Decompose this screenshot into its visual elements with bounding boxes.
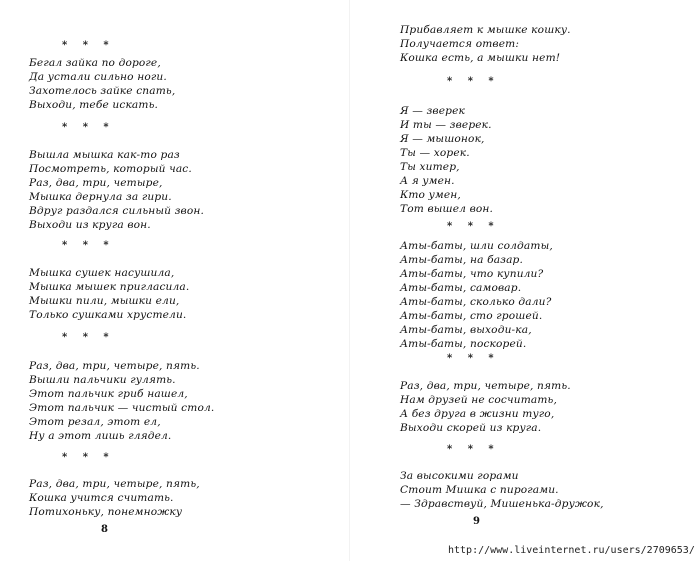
poem-line: — Здравствуй, Мишенька-дружок,: [400, 498, 604, 510]
poem-line: Только сушками хрустели.: [29, 309, 187, 321]
poem-line: Посмотреть, который час.: [29, 163, 192, 175]
poem-line: Ну а этот лишь глядел.: [29, 430, 172, 442]
poem-line: Я — зверек: [400, 105, 465, 117]
poem-line: Бегал зайка по дороге,: [29, 57, 161, 69]
separator: * * *: [62, 332, 109, 343]
poem-line: Вдруг раздался сильный звон.: [29, 205, 205, 217]
poem-line: И ты — зверек.: [400, 119, 492, 131]
poem-line: Я — мышонок,: [400, 133, 485, 145]
poem-line: Да устали сильно ноги.: [29, 71, 167, 83]
poem-line: Тот вышел вон.: [400, 203, 494, 215]
poem-line: Стоит Мишка с пирогами.: [400, 484, 559, 496]
poem-line: Этот пальчик — чистый стол.: [29, 402, 215, 414]
poem-line: За высокими горами: [400, 470, 519, 482]
poem-line: Раз, два, три, четыре, пять.: [400, 380, 571, 392]
poem-line: Мышки пили, мышки ели,: [29, 295, 180, 307]
poem-line: Аты-баты, выходи-ка,: [400, 324, 532, 336]
poem-line: Ты хитер,: [400, 161, 460, 173]
poem-line: Прибавляет к мышке кошку.: [400, 24, 571, 36]
poem-line: Вышла мышка как-то раз: [29, 149, 180, 161]
poem-line: Кошка учится считать.: [29, 492, 174, 504]
separator: * * *: [447, 353, 494, 364]
poem-line: Аты-баты, сто грошей.: [400, 310, 543, 322]
poem-line: Раз, два, три, четыре, пять.: [29, 360, 200, 372]
page-number: 8: [101, 524, 108, 535]
poem-line: Мышка мышек пригласила.: [29, 281, 190, 293]
poem-line: Аты-баты, на базар.: [400, 254, 524, 266]
watermark-url: http://www.liveinternet.ru/users/2709653/: [448, 545, 695, 556]
poem-line: Вышли пальчики гулять.: [29, 374, 176, 386]
poem-line: Ты — хорек.: [400, 147, 470, 159]
separator: * * *: [447, 76, 494, 87]
poem-line: Аты-баты, сколько дали?: [400, 296, 552, 308]
separator: * * *: [447, 444, 494, 455]
poem-line: А без друга в жизни туго,: [400, 408, 555, 420]
poem-line: А я умен.: [400, 175, 455, 187]
poem-line: Мышка сушек насушила,: [29, 267, 175, 279]
poem-line: Получается ответ:: [400, 38, 520, 50]
poem-line: Этот резал, этот ел,: [29, 416, 161, 428]
poem-line: Аты-баты, самовар.: [400, 282, 522, 294]
poem-line: Кто умен,: [400, 189, 461, 201]
right-page: [349, 0, 699, 561]
poem-line: Этот пальчик гриб нашел,: [29, 388, 188, 400]
page-number: 9: [473, 516, 480, 527]
poem-line: Аты-баты, поскорей.: [400, 338, 527, 350]
left-page: [0, 0, 349, 561]
poem-line: Аты-баты, что купили?: [400, 268, 544, 280]
poem-line: Раз, два, три, четыре,: [29, 177, 163, 189]
poem-line: Раз, два, три, четыре, пять,: [29, 478, 200, 490]
poem-line: Нам друзей не сосчитать,: [400, 394, 557, 406]
poem-line: Аты-баты, шли солдаты,: [400, 240, 553, 252]
separator: * * *: [62, 40, 109, 51]
poem-line: Выходи скорей из круга.: [400, 422, 542, 434]
poem-line: Выходи из круга вон.: [29, 219, 151, 231]
poem-line: Кошка есть, а мышки нет!: [400, 52, 561, 64]
separator: * * *: [62, 240, 109, 251]
poem-line: Захотелось зайке спать,: [29, 85, 176, 97]
poem-line: Выходи, тебе искать.: [29, 99, 159, 111]
poem-line: Потихоньку, понемножку: [29, 506, 183, 518]
separator: * * *: [62, 122, 109, 133]
separator: * * *: [447, 221, 494, 232]
separator: * * *: [62, 452, 109, 463]
poem-line: Мышка дернула за гири.: [29, 191, 172, 203]
